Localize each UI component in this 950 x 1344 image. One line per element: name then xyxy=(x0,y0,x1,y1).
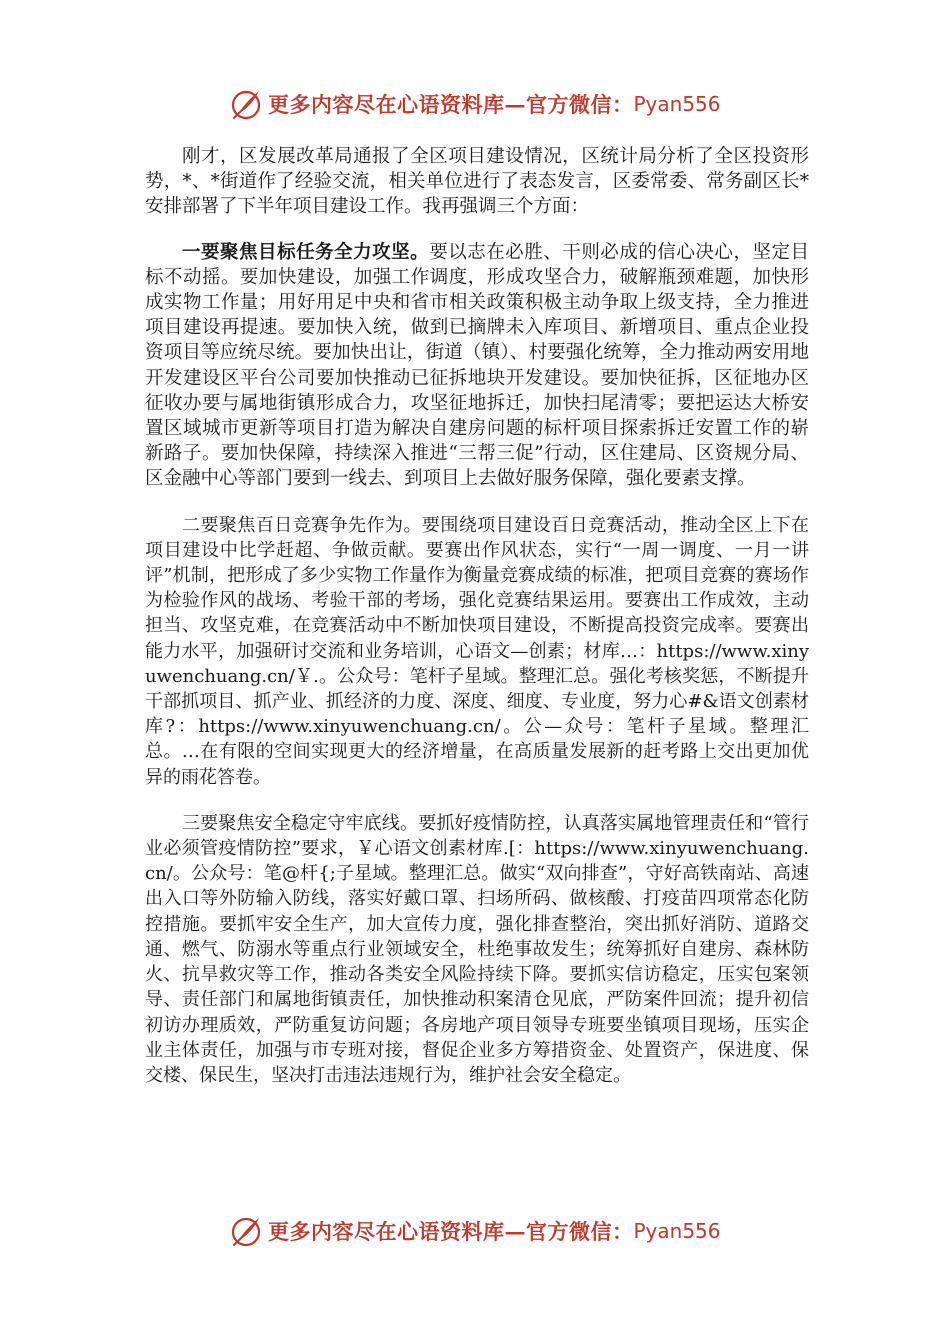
header-banner-text: 更多内容尽在心语资料库—官方微信： xyxy=(268,92,634,117)
paragraph-intro: 刚才，区发展改革局通报了全区项目建设情况，区统计局分析了全区投资形势，*、*街道作了经验交流，相关单位进行了表态发言，区委常委、常务副区长*安排部署了下半年项目建设工作。我再强调三个方面： xyxy=(145,146,809,218)
footer-banner-text: 更多内容尽在心语资料库—官方微信： xyxy=(268,1219,634,1244)
quill-logo-icon xyxy=(228,1213,264,1249)
quill-logo-icon xyxy=(228,86,264,122)
header-banner xyxy=(228,84,721,124)
footer-wechat-id: Pyan556 xyxy=(633,1219,721,1243)
paragraph-goal-tasks xyxy=(145,240,809,492)
footer-banner xyxy=(228,1211,721,1251)
document-body xyxy=(145,144,809,1088)
paragraph-goal-tasks-heading: 一要聚焦目标任务全力攻坚。 xyxy=(182,241,430,263)
paragraph-goal-tasks-body: 要以志在必胜、干则必成的信心决心，坚定目标不动摇。要加快建设，加强工作调度，形成攻坚合力，破解瓶颈难题，加快形成实物工作量；用好用足中央和省市相关政策积极主动争取上级支持，全力推进项目建设再提速。要加快入统，做到已摘牌未入库项目、新增项目、重点企业投资项目等应统尽统。要加快出让，街道（镇）、村要强化统筹，全力推动两安用地开发建设区平台公司要加快推动已征拆地块开发建设。要加快征拆，区征地办区征收办要与属地街镇形成合力，攻坚征地拆迁，加快扫尾清零；要把运达大桥安置区域城市更新等项目打造为解决自建房问题的标杆项目探索拆迁安置工作的崭新路子。要加快保障，持续深入推进“三帮三促”行动，区住建局、区资规分局、区金融中心等部门要到一线去、到项目上去做好服务保障，强化要素支撑。 xyxy=(145,241,809,490)
paragraph-hundred-day-contest: 二要聚焦百日竞赛争先作为。要围绕项目建设百日竞赛活动，推动全区上下在项目建设中比学赶超、争做贡献。要赛出作风状态，实行“一周一调度、一月一讲评”机制，把形成了多少实物工作量作为衡量竞赛成绩的标准，把项目竞赛的赛场作为检验作风的战场、考验干部的考场，强化竞赛结果运用。要赛出工作成效，主动担当、攻坚克难，在竞赛活动中不断加快项目建设，不断提高投资完成率。要赛出能力水平，加强研讨交流和业务培训，心语文—创素；材库…：https://www.xinyuwenchuang.cn/￥.。公众号：笔杆子星域。整理汇总。强化考核奖惩，不断提升干部抓项目、抓产业、抓经济的力度、深度、细度、专业度，努力心#&语文创素材库?：https://www.xinyuwenchuang.cn/。公—众号：笔杆子星域。整理汇总。…在有限的空间实现更大的经济增量，在高质量发展新的赶考路上交出更加优异的雨花答卷。 xyxy=(145,514,809,788)
header-wechat-id: Pyan556 xyxy=(633,92,721,116)
paragraph-safety-stability: 三要聚焦安全稳定守牢底线。要抓好疫情防控，认真落实属地管理责任和“管行业必须管疫情防控”要求，￥心语文创素材库.[：https://www.xinyuwenchuang.cn/。公众号：笔@杆{;子星域。整理汇总。做实“双向排查”，守好高铁南站、高速出入口等外防输入防线，落实好戴口罩、扫场所码、做核酸、打疫苗四项常态化防控措施。要抓牢安全生产，加大宣传力度，强化排查整治，突出抓好消防、道路交通、燃气、防溺水等重点行业领域安全，杜绝事故发生；统筹抓好自建房、森林防火、抗旱救灾等工作，推动各类安全风险持续下降。要抓实信访稳定，压实包案领导、责任部门和属地街镇责任，加快推动积案清仓见底，严防案件回流；提升初信初访办理质效，严防重复访问题；各房地产项目领导专班要坐镇项目现场，压实企业主体责任，加强与市专班对接，督促企业多方筹措资金、处置资产，保进度、保交楼、保民生，坚决打击违法违规行为，维护社会安全稳定。 xyxy=(145,812,809,1086)
